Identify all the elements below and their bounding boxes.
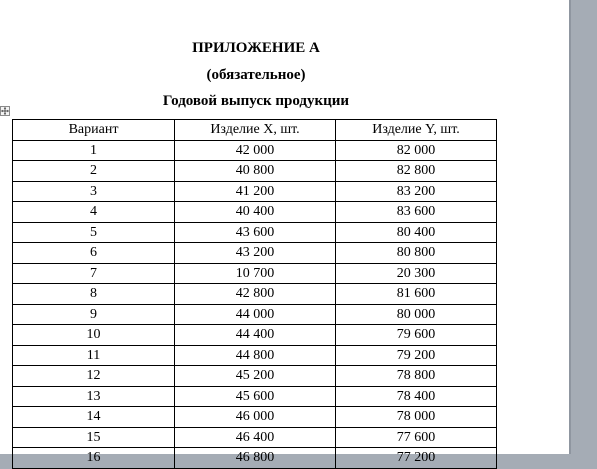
cell-variant: 13 xyxy=(13,386,175,407)
cell-product-y: 77 200 xyxy=(336,448,497,469)
cell-variant: 1 xyxy=(13,140,175,161)
cell-product-x: 42 800 xyxy=(175,284,336,305)
table-row xyxy=(13,427,497,448)
cell-variant: 8 xyxy=(13,284,175,305)
table-row xyxy=(13,407,497,428)
table-row xyxy=(13,366,497,387)
cell-product-x: 44 800 xyxy=(175,345,336,366)
table-header-row xyxy=(13,120,497,141)
table-row xyxy=(13,202,497,223)
table-row xyxy=(13,284,497,305)
table-move-handle-icon[interactable] xyxy=(0,106,10,116)
cell-product-x: 42 000 xyxy=(175,140,336,161)
cell-product-y: 79 200 xyxy=(336,345,497,366)
cell-product-y: 78 400 xyxy=(336,386,497,407)
cell-product-x: 44 000 xyxy=(175,304,336,325)
cell-product-y: 80 400 xyxy=(336,222,497,243)
cell-product-x: 45 200 xyxy=(175,366,336,387)
cell-product-y: 82 800 xyxy=(336,161,497,182)
cell-variant: 6 xyxy=(13,243,175,264)
cell-variant: 7 xyxy=(13,263,175,284)
table-row xyxy=(13,304,497,325)
cell-product-y: 20 300 xyxy=(336,263,497,284)
cell-product-y: 78 000 xyxy=(336,407,497,428)
cell-variant: 14 xyxy=(13,407,175,428)
table-row xyxy=(13,140,497,161)
cell-product-y: 79 600 xyxy=(336,325,497,346)
table-row xyxy=(13,243,497,264)
cell-product-y: 78 800 xyxy=(336,366,497,387)
cell-variant: 16 xyxy=(13,448,175,469)
cell-product-x: 43 200 xyxy=(175,243,336,264)
column-header-product-x: Изделие X, шт. xyxy=(175,120,336,141)
cell-product-y: 83 600 xyxy=(336,202,497,223)
four-arrows-icon xyxy=(1,107,9,115)
appendix-title: ПРИЛОЖЕНИЕ А xyxy=(192,40,320,56)
cell-product-y: 80 000 xyxy=(336,304,497,325)
table-row xyxy=(13,448,497,469)
appendix-subtitle: (обязательное) xyxy=(206,67,306,83)
cell-product-x: 44 400 xyxy=(175,325,336,346)
cell-variant: 10 xyxy=(13,325,175,346)
table-row xyxy=(13,325,497,346)
table-body xyxy=(13,140,497,468)
table-row xyxy=(13,222,497,243)
production-table xyxy=(12,119,497,469)
cell-variant: 12 xyxy=(13,366,175,387)
table-row xyxy=(13,181,497,202)
cell-product-x: 46 400 xyxy=(175,427,336,448)
table-row xyxy=(13,263,497,284)
cell-product-y: 81 600 xyxy=(336,284,497,305)
cell-product-x: 43 600 xyxy=(175,222,336,243)
cell-variant: 11 xyxy=(13,345,175,366)
cell-product-y: 77 600 xyxy=(336,427,497,448)
cell-product-y: 83 200 xyxy=(336,181,497,202)
table-row xyxy=(13,345,497,366)
cell-variant: 15 xyxy=(13,427,175,448)
cell-product-x: 40 800 xyxy=(175,161,336,182)
column-header-variant: Вариант xyxy=(13,120,175,141)
cell-variant: 3 xyxy=(13,181,175,202)
cell-variant: 2 xyxy=(13,161,175,182)
column-header-product-y: Изделие Y, шт. xyxy=(336,120,497,141)
cell-product-x: 41 200 xyxy=(175,181,336,202)
cell-product-x: 45 600 xyxy=(175,386,336,407)
cell-product-x: 10 700 xyxy=(175,263,336,284)
table-row xyxy=(13,386,497,407)
cell-variant: 9 xyxy=(13,304,175,325)
cell-variant: 4 xyxy=(13,202,175,223)
cell-variant: 5 xyxy=(13,222,175,243)
table-caption: Годовой выпуск продукции xyxy=(162,93,350,109)
cell-product-y: 80 800 xyxy=(336,243,497,264)
cell-product-x: 40 400 xyxy=(175,202,336,223)
page-edge xyxy=(569,0,571,454)
table-row xyxy=(13,161,497,182)
cell-product-x: 46 800 xyxy=(175,448,336,469)
cell-product-y: 82 000 xyxy=(336,140,497,161)
cell-product-x: 46 000 xyxy=(175,407,336,428)
